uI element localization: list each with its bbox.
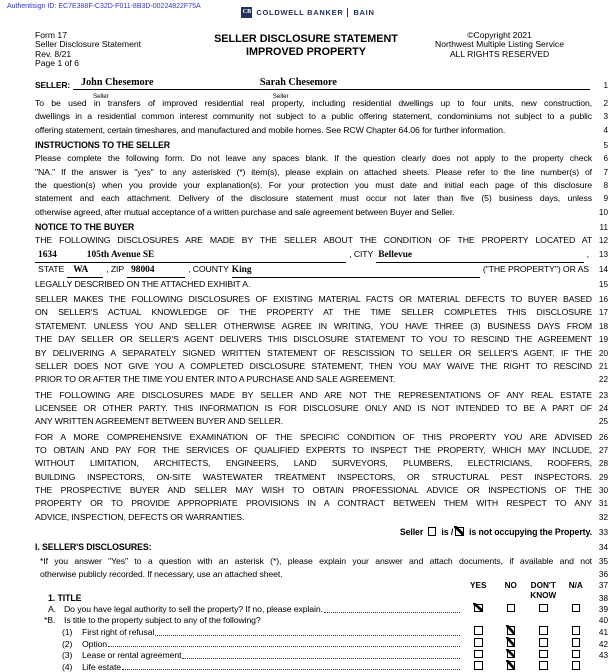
document-line [35, 234, 608, 247]
zip-field[interactable]: 98004 [131, 264, 155, 275]
line-number: 40 [598, 616, 608, 626]
street-name-field[interactable]: 105th Avenue SE [86, 249, 155, 260]
text-line: statement and each attachment. Delivery of the disclosure statement must occur not later than five (5) business days, unless [35, 193, 592, 204]
text-line: otherwise agreed, after mutual acceptance of a written purchase and sale agreement between Buyer and Seller. [35, 206, 455, 217]
text-line: SELLER MAKES THE FOLLOWING DISCLOSURES OF EXISTING MATERIAL FACTS OR MATERIAL DEFECTS TO BUYER BASED [35, 294, 592, 305]
answer-columns [462, 581, 592, 591]
page-title-line1: SELLER DISCLOSURE STATEMENT [214, 33, 398, 45]
line-number: 7 [603, 167, 608, 177]
column-label: NO [504, 581, 517, 591]
checkbox-yes[interactable] [474, 604, 483, 613]
line-number: 11 [599, 223, 608, 233]
document-line [35, 166, 608, 179]
line-number: 18 [598, 321, 608, 331]
street-underline [35, 249, 346, 263]
document-line [35, 389, 608, 402]
text-line: TO OBTAIN AND PAY FOR THE SERVICES OF QUALIFIED EXPERTS TO INSPECT THE PROPERTY, WHICH MAY INCLUDE, [35, 444, 592, 455]
document-line [35, 431, 608, 444]
text-line: ON SELLER'S ACTUAL KNOWLEDGE OF THE PROPERTY AT THE TIME SELLER COMPLETES THIS DISCLOSURE [35, 307, 592, 318]
line-number: 29 [598, 472, 608, 482]
question-label: *B. [44, 615, 56, 626]
county-label: , COUNTY [188, 263, 229, 274]
answer-checkboxes [462, 638, 592, 647]
line-number: 6 [603, 154, 608, 164]
document-line [35, 139, 608, 152]
dotted-leader [324, 608, 460, 613]
document-line [35, 124, 608, 137]
answer-column-header [35, 591, 608, 604]
seller-signature-line [35, 76, 608, 100]
document-line [35, 373, 608, 386]
page-title-line2: IMPROVED PROPERTY [246, 45, 366, 58]
text-line: offering statement, certain timeshares, and manufactured and mobile homes. See RCW Chapter 64.06 for further information. [35, 124, 506, 135]
section-title: 1. TITLE [48, 592, 82, 603]
seller2-caption: Seller [272, 92, 289, 100]
text-line: FOR A MORE COMPREHENSIVE EXAMINATION OF THE SPECIFIC CONDITION OF THIS PROPERTY YOU ARE ADVISED [35, 431, 592, 442]
checkbox-na[interactable] [572, 604, 581, 613]
dotted-leader [122, 666, 460, 671]
question-row [35, 638, 608, 650]
checkbox-yes[interactable] [474, 638, 483, 647]
line-number: 24 [598, 403, 608, 413]
form-info [35, 31, 205, 69]
occupancy-text: Seller is / is not occupying the Property. [399, 526, 592, 537]
line-number: 38 [598, 593, 608, 603]
line-number: 41 [598, 627, 608, 637]
text-line: LEGALLY DESCRIBED ON THE ATTACHED EXHIBIT A. [35, 278, 251, 289]
document-line [35, 444, 608, 457]
document-line [35, 306, 608, 319]
question-label: (4) [62, 661, 73, 672]
text-line: ANY WRITTEN AGREEMENT BETWEEN BUYER AND SELLER. [35, 416, 283, 427]
checkbox-no[interactable] [507, 661, 516, 670]
checkbox-seller-not-occupying[interactable] [455, 527, 464, 536]
city-field[interactable]: Bellevue [378, 249, 413, 260]
form-header [35, 31, 592, 69]
brand-division: BAIN [347, 8, 374, 17]
question-label: (3) [62, 650, 73, 661]
checkbox-dont-know[interactable] [539, 661, 548, 670]
text-line: BY DELIVERING A SEPARATELY SIGNED WRITTEN STATEMENT OF RESCISSION TO SELLER OR SELLER'S AGENT. IF THE [35, 347, 592, 358]
brand-name: COLDWELL BANKER [256, 8, 344, 17]
document-flow [35, 76, 608, 672]
column-label: YES [470, 581, 487, 591]
line-number: 37 [598, 581, 608, 591]
seller1-name-field[interactable]: John Chesemore [80, 76, 154, 88]
county-field[interactable]: King [231, 264, 252, 275]
question-row [35, 650, 608, 662]
document-line [35, 206, 608, 219]
question-text: Is title to the property subject to any of the following? [64, 615, 261, 626]
text-line: Please complete the following form. Do not leave any spaces blank. If the question clearly does not apply to the property check [35, 153, 592, 164]
line-number: 15 [598, 279, 608, 289]
dotted-leader [182, 654, 460, 659]
state-field[interactable]: WA [73, 264, 89, 275]
line-number: 10 [598, 207, 608, 217]
copyright-line1: ©Copyright 2021 [467, 30, 532, 40]
page-title [205, 33, 407, 58]
county-underline [232, 264, 480, 278]
line-number: 20 [598, 348, 608, 358]
document-line [35, 320, 608, 333]
line-number: 16 [598, 295, 608, 305]
occupancy-line [35, 526, 608, 539]
line-number: 33 [598, 527, 608, 537]
text-line: SELLER DOES NOT GIVE YOU A COMPLETED DISCLOSURE STATEMENT, THEN YOU MAY WAIVE THE RIGHT TO RESCIND [35, 360, 592, 371]
text-line: the question(s) when you provide your explanation(s). For your protection you must date and initial each page of this disclosure [35, 180, 592, 191]
document-line [35, 511, 608, 524]
seller-signature-underline [73, 76, 592, 100]
city-label: , CITY [349, 248, 374, 259]
text-line: *If you answer "Yes" to a question with an asterisk (*), please explain your answer and attach documents, if available and not [40, 555, 592, 566]
line-number: 39 [598, 605, 608, 615]
line-number: 17 [598, 308, 608, 318]
line-number: 5 [603, 141, 608, 151]
line-number: 27 [598, 445, 608, 455]
dotted-leader [155, 631, 460, 636]
checkbox-yes[interactable] [474, 626, 483, 635]
line-number: 14 [598, 264, 608, 274]
line-number: 8 [603, 181, 608, 191]
text-line: PRIOR TO OR AFTER THE TIME YOU ENTER INTO A PURCHASE AND SALE AGREEMENT. [35, 374, 396, 385]
answer-column-header [35, 581, 608, 591]
form-number: Form 17 [35, 30, 67, 40]
question-label: (1) [62, 626, 73, 637]
question-text: Lease or rental agreement [82, 650, 182, 661]
address-region-row [35, 263, 592, 278]
document-line [35, 555, 608, 568]
text-line: otherwise publicly recorded. If necessary, use an attached sheet. [40, 569, 283, 579]
line-number: 2 [603, 99, 608, 108]
checkbox-na[interactable] [572, 626, 581, 635]
column-label: DON'T [530, 581, 556, 591]
copyright-line3: ALL RIGHTS RESERVED [449, 48, 550, 59]
question-text: Life estate [82, 661, 121, 672]
answer-columns [462, 591, 592, 601]
text-line: WITHOUT LIMITATION, ARCHITECTS, ENGINEERS, LAND SURVEYORS, PLUMBERS, ELECTRICIANS, ROOFERS, [35, 458, 592, 469]
line-number: 23 [598, 390, 608, 400]
line-number: 32 [598, 512, 608, 522]
text-line: THE DAY SELLER OR SELLER'S AGENT DELIVERS THIS DISCLOSURE STATEMENT TO YOU TO RESCIND THE AGREEMENT [35, 334, 592, 345]
checkbox-dont-know[interactable] [539, 626, 548, 635]
line-number: 22 [598, 375, 608, 385]
document-line [35, 402, 608, 415]
line-number: 43 [598, 651, 608, 661]
line-number: 34 [598, 543, 608, 553]
line-number: 12 [598, 236, 608, 246]
document-line [35, 497, 608, 510]
checkbox-yes[interactable] [474, 661, 483, 670]
line-number: 30 [598, 485, 608, 495]
checkbox-dont-know[interactable] [539, 638, 548, 647]
question-text: First right of refusal [82, 626, 155, 637]
seller1-caption: Seller [92, 92, 109, 100]
brand-bar [0, 7, 616, 18]
document-line [35, 192, 608, 205]
city-underline [376, 249, 583, 263]
document-line [35, 568, 608, 581]
line-number: 3 [603, 112, 608, 122]
checkbox-no[interactable] [507, 650, 516, 659]
line-number: 21 [598, 361, 608, 371]
checkbox-dont-know[interactable] [539, 604, 548, 613]
document-line [35, 541, 608, 554]
document-line [35, 484, 608, 497]
seller2-name-field[interactable]: Sarah Chesemore [259, 76, 337, 88]
form-name: Seller Disclosure Statement [35, 39, 142, 50]
document-line [35, 221, 608, 234]
question-row [35, 626, 608, 638]
line-number: 42 [598, 639, 608, 649]
checkbox-na[interactable] [572, 650, 581, 659]
question-row [35, 615, 608, 626]
line-number: 28 [598, 459, 608, 469]
document-line [35, 360, 608, 373]
checkbox-no[interactable] [507, 638, 516, 647]
document-line [35, 415, 608, 428]
document-line [35, 457, 608, 470]
text-line: LICENSEE OR OTHER PARTY. THIS INFORMATION IS FOR DISCLOSURE ONLY AND IS NOT INTENDED TO BE A PART OF [35, 402, 592, 413]
copyright [407, 31, 592, 59]
document-line [35, 152, 608, 165]
section-heading: NOTICE TO THE BUYER [35, 222, 135, 233]
section-heading: I. SELLER'S DISCLOSURES: [35, 542, 152, 553]
document-line [35, 347, 608, 360]
address-street-row [35, 248, 592, 263]
document-line [35, 471, 608, 484]
text-line: BUILDING INSPECTORS, ON-SITE WASTEWATER TREATMENT INSPECTORS, OR STRUCTURAL PEST INSPECTORS. [35, 471, 592, 482]
checkbox-seller-occupying[interactable] [428, 527, 437, 536]
text-line: ADVICE, INSPECTION, DEFECTS OR WARRANTIES. [35, 511, 245, 522]
document-line [35, 293, 608, 306]
line-number: 9 [603, 194, 608, 204]
text-line: THE FOLLOWING ARE DISCLOSURES MADE BY SELLER AND ARE NOT THE REPRESENTATIONS OF ANY REAL ESTATE [35, 389, 592, 400]
trailing-comma: , [586, 248, 589, 259]
text-line: STATEMENT. UNLESS YOU AND SELLER OTHERWISE AGREE IN WRITING, YOU HAVE THREE (3) BUSINESS DAYS FROM [35, 320, 592, 331]
state-underline [67, 264, 103, 278]
column-label: KNOW [530, 591, 557, 601]
text-line: dwellings in a residential common interest community not subject to a public offering statement, condominiums not subject to a public [35, 111, 592, 122]
state-label: STATE [38, 263, 65, 274]
street-number-field[interactable]: 1634 [38, 249, 57, 260]
line-number: 13 [598, 249, 608, 259]
text-line: THE PROSPECTIVE BUYER AND SELLER MAY WISH TO OBTAIN PROFESSIONAL ADVICE OR INSPECTIONS OF THE [35, 484, 592, 495]
question-label: (2) [62, 638, 73, 649]
question-text: Option [82, 638, 107, 649]
section-heading: INSTRUCTIONS TO THE SELLER [35, 140, 171, 151]
text-line: "NA." If the answer is "yes" to any asterisked (*) item(s), please explain on attached sheets. Please refer to the line number(s) of [35, 166, 592, 177]
copyright-line2: Northwest Multiple Listing Service [435, 39, 564, 50]
document-line [35, 110, 608, 123]
answer-checkboxes [462, 650, 592, 659]
line-number: 19 [598, 335, 608, 345]
checkbox-no[interactable] [507, 604, 516, 613]
document-line [35, 97, 608, 110]
property-address-line [35, 263, 608, 278]
question-row [35, 604, 608, 616]
coldwell-banker-logo-icon: CB [241, 7, 252, 18]
form-revision: Rev. 8/21 [35, 48, 72, 59]
question-row [35, 661, 608, 672]
document-line [35, 179, 608, 192]
text-line: PROPERTY OR TO PROVIDE APPROPRIATE PROVISIONS IN A CONTRACT BETWEEN THEM WITH RESPECT TO ANY [35, 498, 592, 509]
question-text: Do you have legal authority to sell the property? If no, please explain. [64, 604, 323, 615]
authentisign-id: Authentisign ID: EC7E388F-C32D-F011-8B3D-00224822F75A [7, 3, 201, 10]
document-line [35, 333, 608, 346]
zip-label: , ZIP [106, 263, 125, 274]
answer-checkboxes [462, 626, 592, 635]
zip-underline [127, 264, 185, 278]
line-number: 1 [603, 81, 608, 90]
checkbox-na[interactable] [572, 661, 581, 670]
checkbox-yes[interactable] [474, 650, 483, 659]
text-line: THE FOLLOWING DISCLOSURES ARE MADE BY THE SELLER ABOUT THE CONDITION OF THE PROPERTY LOCATED AT [35, 235, 592, 246]
line-number: 4 [603, 125, 608, 135]
answer-checkboxes [462, 661, 592, 670]
line-number: 35 [598, 556, 608, 566]
column-label: N/A [568, 581, 583, 591]
question-label: A. [48, 604, 57, 615]
checkbox-na[interactable] [572, 638, 581, 647]
text-line: To be used in transfers of improved residential real property, including residential dwellings up to four units, new construction, [35, 98, 592, 108]
line-number: 36 [598, 570, 608, 579]
line-number: 26 [598, 432, 608, 442]
property-clause: ("THE PROPERTY") OR AS [482, 263, 589, 274]
line-number: 25 [598, 417, 608, 427]
page-indicator: Page 1 of 6 [35, 58, 79, 69]
line-number: 31 [598, 499, 608, 509]
seller-label: SELLER: [35, 80, 70, 90]
property-address-line [35, 248, 608, 263]
checkbox-dont-know[interactable] [539, 650, 548, 659]
dotted-leader [108, 643, 460, 648]
checkbox-no[interactable] [507, 626, 516, 635]
document-line [35, 278, 608, 291]
answer-checkboxes [462, 604, 592, 613]
